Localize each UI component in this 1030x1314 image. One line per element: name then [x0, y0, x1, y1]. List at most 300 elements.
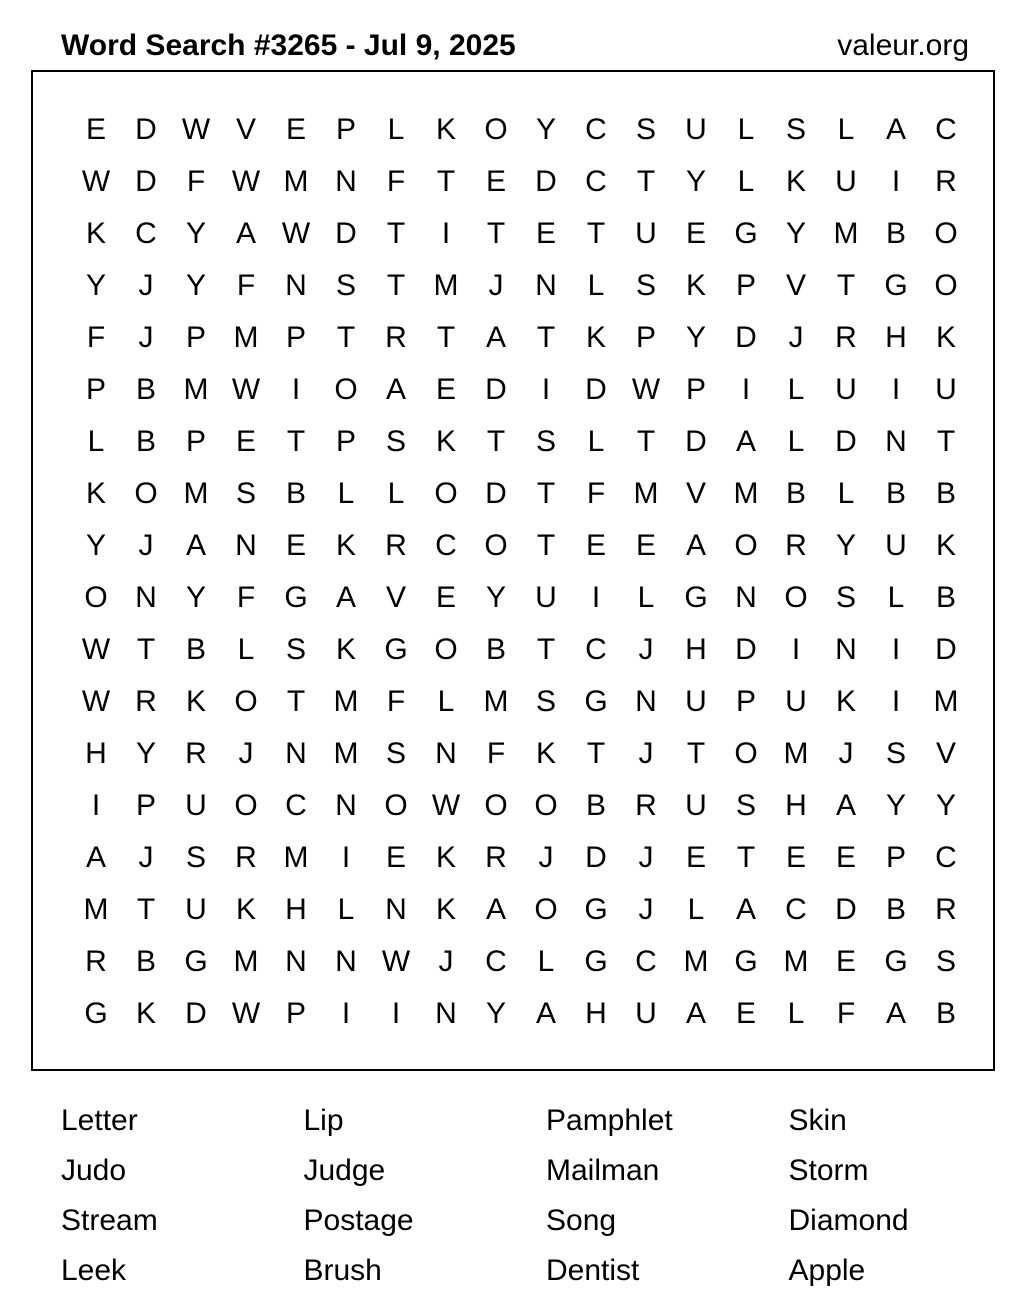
grid-letter: F — [386, 165, 406, 198]
grid-letter: C — [585, 633, 607, 666]
grid-letter: T — [486, 217, 506, 250]
grid-letter: M — [283, 165, 309, 198]
grid-letter: U — [185, 893, 207, 926]
grid-letter: N — [435, 997, 457, 1030]
word-list-item: Skin — [788, 1104, 847, 1137]
grid-letter: T — [586, 737, 606, 770]
grid-letter: D — [535, 165, 557, 198]
grid-letter: W — [231, 997, 261, 1030]
grid-letter: Y — [185, 217, 206, 250]
grid-letter: V — [235, 113, 256, 146]
grid-letter: U — [185, 789, 207, 822]
grid-letter: N — [735, 581, 757, 614]
grid-letter: L — [387, 477, 405, 510]
grid-letter: H — [585, 997, 607, 1030]
grid-letter: M — [183, 373, 209, 406]
grid-letter: H — [885, 321, 907, 354]
grid-letter: T — [436, 165, 456, 198]
grid-letter: P — [735, 269, 756, 302]
word-list-item: Mailman — [546, 1154, 660, 1187]
grid-letter: Y — [85, 529, 106, 562]
grid-letter: U — [635, 997, 657, 1030]
grid-letter: D — [735, 633, 757, 666]
site-name: valeur.org — [837, 29, 969, 62]
grid-letter: R — [135, 685, 157, 718]
grid-letter: I — [891, 165, 901, 198]
grid-letter: U — [885, 529, 907, 562]
grid-letter: W — [81, 685, 111, 718]
grid-letter: T — [386, 269, 406, 302]
word-list-item: Pamphlet — [546, 1104, 673, 1137]
grid-letter: M — [783, 945, 809, 978]
grid-letter: O — [84, 581, 108, 614]
grid-letter: C — [635, 945, 657, 978]
grid-letter: K — [185, 685, 206, 718]
grid-letter: N — [535, 269, 557, 302]
grid-letter: L — [687, 893, 705, 926]
grid-letter: L — [337, 893, 355, 926]
grid-letter: K — [235, 893, 256, 926]
grid-letter: R — [385, 529, 407, 562]
grid-letter: M — [233, 321, 259, 354]
grid-letter: Y — [785, 217, 806, 250]
grid-letter: K — [135, 997, 156, 1030]
grid-letter: K — [85, 477, 106, 510]
grid-letter: J — [638, 841, 654, 874]
grid-letter: J — [138, 321, 154, 354]
grid-letter: A — [735, 425, 756, 458]
grid-letter: D — [735, 321, 757, 354]
grid-letter: E — [435, 581, 456, 614]
grid-letter: E — [835, 945, 856, 978]
grid-letter: I — [91, 789, 101, 822]
word-list-item: Diamond — [788, 1204, 909, 1237]
grid-letter: M — [683, 945, 709, 978]
grid-letter: D — [835, 893, 857, 926]
grid-letter: U — [935, 373, 957, 406]
grid-letter: U — [535, 581, 557, 614]
grid-letter: L — [387, 113, 405, 146]
grid-letter: O — [334, 373, 358, 406]
grid-letter: J — [538, 841, 554, 874]
grid-letter: R — [85, 945, 107, 978]
grid-letter: P — [85, 373, 106, 406]
grid-letter: D — [135, 165, 157, 198]
grid-letter: K — [435, 425, 456, 458]
grid-letter: E — [635, 529, 656, 562]
word-list-item: Judo — [61, 1154, 127, 1187]
grid-letter: M — [633, 477, 659, 510]
grid-letter: B — [285, 477, 306, 510]
grid-letter: T — [386, 217, 406, 250]
grid-letter: N — [135, 581, 157, 614]
grid-letter: I — [341, 997, 351, 1030]
grid-letter: O — [534, 893, 558, 926]
grid-letter: M — [933, 685, 959, 718]
word-list-item: Lip — [303, 1104, 344, 1137]
grid-letter: U — [635, 217, 657, 250]
grid-letter: Y — [835, 529, 856, 562]
grid-letter: P — [285, 321, 306, 354]
grid-letter: L — [537, 945, 555, 978]
grid-letter: O — [734, 529, 758, 562]
grid-letter: G — [384, 633, 408, 666]
grid-letter: I — [791, 633, 801, 666]
grid-letter: E — [85, 113, 106, 146]
grid-letter: B — [935, 997, 956, 1030]
word-list-item: Stream — [61, 1204, 158, 1237]
grid-letter: D — [135, 113, 157, 146]
grid-letter: C — [935, 841, 957, 874]
grid-letter: K — [435, 113, 456, 146]
grid-letter: N — [285, 945, 307, 978]
grid-letter: F — [386, 685, 406, 718]
grid-letter: F — [236, 581, 256, 614]
grid-letter: R — [235, 841, 257, 874]
grid-letter: N — [335, 789, 357, 822]
grid-letter: T — [136, 633, 156, 666]
grid-letter: E — [485, 165, 506, 198]
grid-letter: S — [535, 425, 556, 458]
grid-letter: R — [635, 789, 657, 822]
grid-letter: T — [286, 425, 306, 458]
grid-letter: W — [231, 373, 261, 406]
grid-letter: N — [285, 737, 307, 770]
grid-letter: U — [835, 165, 857, 198]
grid-letter: P — [135, 789, 156, 822]
grid-letter: O — [384, 789, 408, 822]
grid-letter: I — [591, 581, 601, 614]
grid-letter: E — [735, 997, 756, 1030]
grid-letter: P — [335, 113, 356, 146]
grid-letter: N — [635, 685, 657, 718]
grid-letter: N — [435, 737, 457, 770]
grid-letter: C — [585, 113, 607, 146]
grid-letter: K — [535, 737, 556, 770]
grid-letter: K — [335, 633, 356, 666]
grid-letter: A — [185, 529, 206, 562]
grid-letter: C — [285, 789, 307, 822]
grid-letter: F — [236, 269, 256, 302]
grid-letter: I — [541, 373, 551, 406]
word-list-item: Brush — [303, 1254, 382, 1287]
grid-letter: D — [685, 425, 707, 458]
grid-letter: N — [835, 633, 857, 666]
grid-letter: T — [536, 529, 556, 562]
grid-letter: S — [335, 269, 356, 302]
grid-letter: D — [935, 633, 957, 666]
grid-letter: W — [81, 165, 111, 198]
grid-letter: M — [433, 269, 459, 302]
grid-letter: L — [737, 165, 755, 198]
grid-letter: T — [536, 321, 556, 354]
grid-letter: A — [685, 529, 706, 562]
grid-letter: F — [486, 737, 506, 770]
grid-letter: T — [286, 685, 306, 718]
grid-letter: W — [631, 373, 661, 406]
grid-letter: O — [484, 113, 508, 146]
grid-letter: U — [685, 113, 707, 146]
grid-letter: G — [184, 945, 208, 978]
word-list-item: Song — [546, 1204, 617, 1237]
grid-letter: N — [335, 165, 357, 198]
grid-letter: D — [335, 217, 357, 250]
grid-letter: O — [534, 789, 558, 822]
grid-letter: M — [283, 841, 309, 874]
grid-letter: B — [885, 217, 906, 250]
grid-letter: K — [835, 685, 856, 718]
grid-letter: L — [437, 685, 455, 718]
grid-letter: Y — [485, 581, 506, 614]
grid-letter: T — [536, 633, 556, 666]
grid-letter: R — [485, 841, 507, 874]
grid-letter: V — [785, 269, 806, 302]
grid-letter: I — [441, 217, 451, 250]
grid-letter: E — [785, 841, 806, 874]
grid-letter: D — [585, 373, 607, 406]
grid-letter: O — [784, 581, 808, 614]
grid-letter: U — [835, 373, 857, 406]
grid-letter: D — [485, 477, 507, 510]
grid-letter: C — [485, 945, 507, 978]
grid-letter: O — [434, 633, 458, 666]
grid-letter: S — [635, 113, 656, 146]
grid-letter: T — [936, 425, 956, 458]
grid-letter: R — [385, 321, 407, 354]
grid-letter: J — [438, 945, 454, 978]
grid-letter: I — [891, 373, 901, 406]
grid-letter: S — [235, 477, 256, 510]
grid-letter: S — [385, 737, 406, 770]
grid-letter: G — [884, 945, 908, 978]
grid-letter: B — [885, 893, 906, 926]
grid-letter: L — [737, 113, 755, 146]
grid-letter: T — [686, 737, 706, 770]
grid-letter: B — [135, 945, 156, 978]
word-list-item: Letter — [61, 1104, 138, 1137]
grid-letter: Y — [135, 737, 156, 770]
grid-letter: E — [535, 217, 556, 250]
grid-letter: K — [435, 893, 456, 926]
grid-letter: C — [935, 113, 957, 146]
grid-letter: F — [86, 321, 106, 354]
grid-letter: D — [485, 373, 507, 406]
grid-letter: S — [935, 945, 956, 978]
grid-letter: F — [836, 997, 856, 1030]
grid-letter: A — [535, 997, 556, 1030]
grid-letter: J — [638, 633, 654, 666]
grid-letter: O — [234, 685, 258, 718]
grid-letter: K — [935, 321, 956, 354]
grid-letter: I — [291, 373, 301, 406]
grid-letter: O — [484, 529, 508, 562]
grid-letter: A — [885, 113, 906, 146]
grid-letter: H — [285, 893, 307, 926]
grid-letter: M — [333, 685, 359, 718]
word-list-item: Dentist — [546, 1254, 640, 1287]
grid-letter: L — [837, 113, 855, 146]
grid-letter: V — [685, 477, 706, 510]
grid-letter: V — [385, 581, 406, 614]
grid-letter: S — [735, 789, 756, 822]
grid-letter: N — [235, 529, 257, 562]
grid-letter: L — [887, 581, 905, 614]
grid-letter: K — [685, 269, 706, 302]
grid-letter: S — [185, 841, 206, 874]
grid-letter: L — [587, 269, 605, 302]
grid-letter: A — [735, 893, 756, 926]
puzzle-title: Word Search #3265 - Jul 9, 2025 — [61, 29, 516, 62]
grid-letter: T — [836, 269, 856, 302]
puzzle-board — [31, 70, 995, 1071]
grid-letter: G — [284, 581, 308, 614]
grid-letter: A — [885, 997, 906, 1030]
grid-letter: D — [185, 997, 207, 1030]
grid-letter: S — [285, 633, 306, 666]
grid-letter: L — [337, 477, 355, 510]
grid-letter: W — [381, 945, 411, 978]
grid-letter: H — [685, 633, 707, 666]
word-list-item: Storm — [788, 1154, 869, 1187]
word-list-item: Leek — [61, 1254, 127, 1287]
grid-letter: E — [685, 841, 706, 874]
grid-letter: P — [635, 321, 656, 354]
grid-letter: K — [435, 841, 456, 874]
grid-letter: B — [785, 477, 806, 510]
grid-letter: Y — [85, 269, 106, 302]
grid-letter: A — [685, 997, 706, 1030]
letter-grid — [71, 104, 971, 1040]
grid-letter: B — [185, 633, 206, 666]
grid-letter: O — [484, 789, 508, 822]
grid-letter: P — [185, 425, 206, 458]
grid-letter: D — [835, 425, 857, 458]
grid-letter: L — [587, 425, 605, 458]
grid-letter: Y — [935, 789, 956, 822]
grid-letter: T — [136, 893, 156, 926]
grid-letter: L — [87, 425, 105, 458]
grid-letter: H — [85, 737, 107, 770]
grid-letter: Y — [685, 165, 706, 198]
grid-letter: S — [635, 269, 656, 302]
grid-letter: N — [285, 269, 307, 302]
grid-letter: C — [435, 529, 457, 562]
grid-letter: T — [636, 165, 656, 198]
grid-letter: M — [333, 737, 359, 770]
grid-letter: S — [835, 581, 856, 614]
grid-letter: C — [785, 893, 807, 926]
grid-letter: N — [335, 945, 357, 978]
grid-letter: Y — [535, 113, 556, 146]
grid-letter: M — [733, 477, 759, 510]
grid-letter: E — [385, 841, 406, 874]
grid-letter: I — [891, 685, 901, 718]
grid-letter: Y — [485, 997, 506, 1030]
grid-letter: T — [436, 321, 456, 354]
grid-letter: T — [486, 425, 506, 458]
grid-letter: A — [235, 217, 256, 250]
grid-letter: E — [235, 425, 256, 458]
grid-letter: L — [837, 477, 855, 510]
grid-letter: P — [285, 997, 306, 1030]
grid-letter: J — [138, 841, 154, 874]
grid-letter: G — [84, 997, 108, 1030]
grid-letter: Y — [685, 321, 706, 354]
grid-letter: B — [585, 789, 606, 822]
grid-letter: K — [585, 321, 606, 354]
grid-letter: S — [385, 425, 406, 458]
grid-letter: E — [285, 113, 306, 146]
grid-letter: S — [535, 685, 556, 718]
grid-letter: B — [135, 373, 156, 406]
grid-letter: M — [783, 737, 809, 770]
word-list-item: Judge — [303, 1154, 386, 1187]
grid-letter: J — [838, 737, 854, 770]
grid-letter: O — [934, 217, 958, 250]
grid-letter: A — [485, 321, 506, 354]
grid-letter: K — [335, 529, 356, 562]
grid-letter: I — [741, 373, 751, 406]
grid-letter: T — [736, 841, 756, 874]
grid-letter: K — [935, 529, 956, 562]
word-list-item: Postage — [303, 1204, 414, 1237]
grid-letter: N — [885, 425, 907, 458]
grid-letter: V — [935, 737, 956, 770]
grid-letter: G — [584, 685, 608, 718]
grid-letter: O — [734, 737, 758, 770]
grid-letter: L — [787, 997, 805, 1030]
grid-letter: S — [885, 737, 906, 770]
grid-letter: K — [85, 217, 106, 250]
grid-letter: I — [341, 841, 351, 874]
grid-letter: J — [238, 737, 254, 770]
grid-letter: J — [138, 269, 154, 302]
grid-letter: S — [785, 113, 806, 146]
grid-letter: W — [181, 113, 211, 146]
grid-letter: F — [186, 165, 206, 198]
grid-letter: B — [885, 477, 906, 510]
grid-letter: L — [637, 581, 655, 614]
grid-letter: Y — [885, 789, 906, 822]
grid-letter: F — [586, 477, 606, 510]
grid-letter: N — [385, 893, 407, 926]
grid-letter: P — [185, 321, 206, 354]
grid-letter: O — [934, 269, 958, 302]
grid-letter: A — [485, 893, 506, 926]
grid-letter: T — [536, 477, 556, 510]
grid-letter: P — [735, 685, 756, 718]
grid-letter: E — [835, 841, 856, 874]
grid-letter: R — [835, 321, 857, 354]
grid-letter: P — [685, 373, 706, 406]
grid-letter: B — [935, 477, 956, 510]
grid-letter: L — [787, 373, 805, 406]
grid-letter: M — [483, 685, 509, 718]
grid-letter: P — [335, 425, 356, 458]
grid-letter: W — [281, 217, 311, 250]
grid-letter: K — [785, 165, 806, 198]
grid-letter: J — [788, 321, 804, 354]
grid-letter: T — [336, 321, 356, 354]
grid-letter: L — [787, 425, 805, 458]
grid-letter: M — [233, 945, 259, 978]
grid-letter: G — [584, 945, 608, 978]
grid-letter: W — [431, 789, 461, 822]
grid-letter: G — [684, 581, 708, 614]
grid-letter: R — [785, 529, 807, 562]
grid-letter: T — [636, 425, 656, 458]
grid-letter: W — [81, 633, 111, 666]
